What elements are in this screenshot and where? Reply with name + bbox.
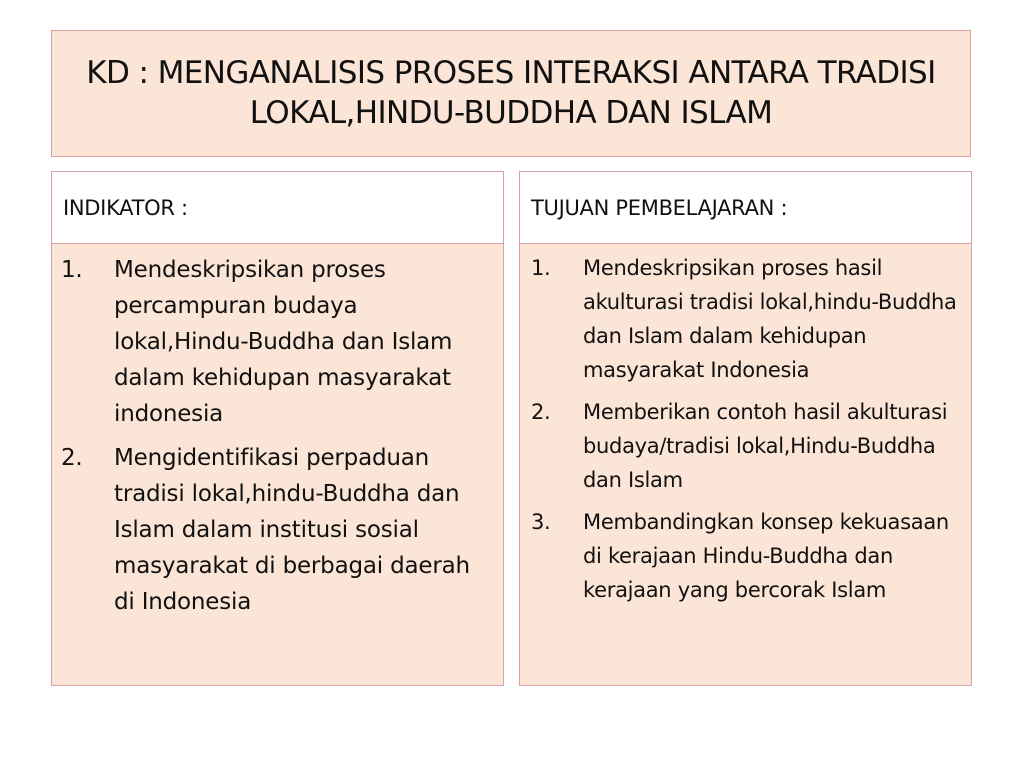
- list-item: [531, 505, 965, 607]
- title-box: [51, 30, 971, 157]
- list-text: Mendeskripsikan proses hasil akulturasi tradisi lokal,hindu-Buddha dan Islam dalam kehidupan masyarakat Indonesia: [583, 256, 957, 382]
- list-number: 1.: [531, 256, 551, 280]
- list-text: Memberikan contoh hasil akulturasi budaya/tradisi lokal,Hindu-Buddha dan Islam: [583, 400, 948, 492]
- indikator-panel: [51, 171, 504, 686]
- list-item: [61, 252, 493, 432]
- list-number: 3.: [531, 510, 551, 534]
- indikator-header: INDIKATOR :: [52, 172, 503, 244]
- list-item: [531, 395, 965, 497]
- tujuan-list: [520, 244, 971, 607]
- list-text: Mendeskripsikan proses percampuran budaya lokal,Hindu-Buddha dan Islam dalam kehidupan masyarakat indonesia: [114, 257, 453, 427]
- list-number: 2.: [531, 400, 551, 424]
- slide-title: KD : MENGANALISIS PROSES INTERAKSI ANTARA TRADISI LOKAL,HINDU-BUDDHA DAN ISLAM: [86, 55, 936, 131]
- indikator-list: [52, 244, 503, 620]
- list-number: 2.: [61, 445, 83, 471]
- list-item: [61, 440, 493, 620]
- tujuan-panel: [519, 171, 972, 686]
- list-text: Membandingkan konsep kekuasaan di kerajaan Hindu-Buddha dan kerajaan yang bercorak Islam: [583, 510, 949, 602]
- list-item: [531, 251, 965, 387]
- tujuan-header: TUJUAN PEMBELAJARAN :: [520, 172, 971, 244]
- list-text: Mengidentifikasi perpaduan tradisi lokal,hindu-Buddha dan Islam dalam institusi sosial masyarakat di berbagai daerah di Indonesia: [114, 445, 470, 615]
- list-number: 1.: [61, 257, 83, 283]
